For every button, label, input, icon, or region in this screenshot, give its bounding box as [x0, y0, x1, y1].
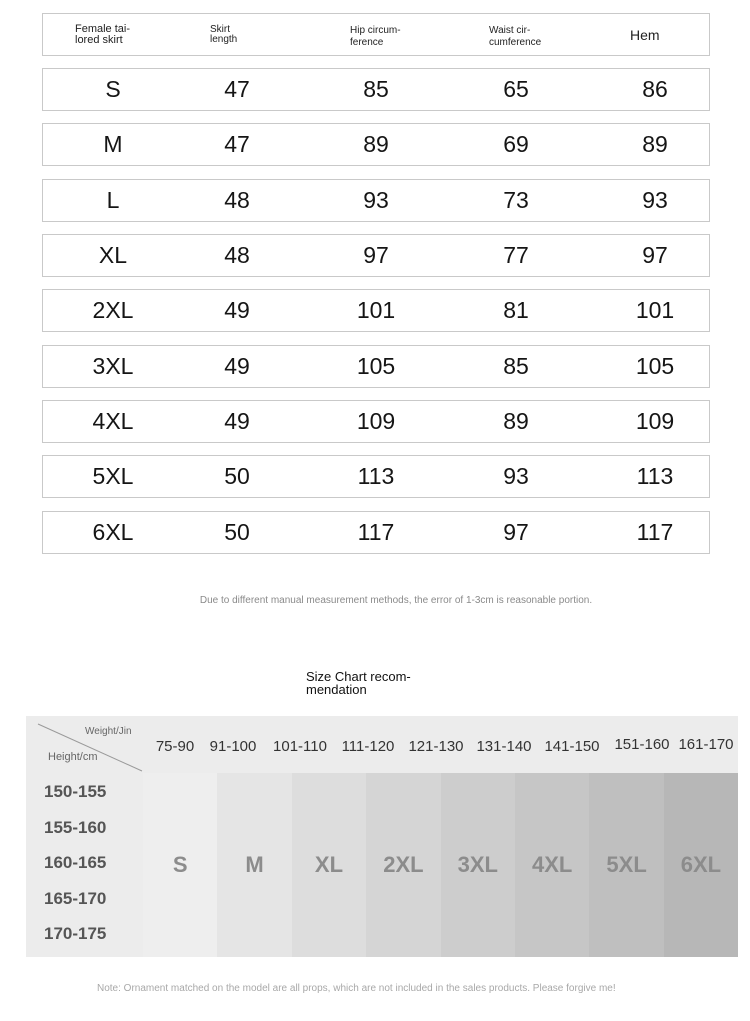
size-cell-waist: 73 — [503, 186, 529, 213]
size-cell-hem: 113 — [636, 463, 674, 490]
size-recommendation-chart — [26, 716, 738, 957]
size-cell-hem: 89 — [642, 131, 668, 158]
size-row — [42, 234, 710, 277]
size-band-m: M — [217, 773, 291, 957]
size-row — [42, 123, 710, 166]
size-cell-size: L — [106, 186, 120, 213]
size-band-4xl: 4XL — [515, 773, 589, 957]
weight-range: 161-170 — [678, 736, 734, 753]
size-cell-hip: 85 — [363, 76, 389, 102]
size-cell-hip: 97 — [363, 242, 389, 269]
weight-range: 111-120 — [341, 738, 395, 755]
size-cell-hip: 93 — [363, 186, 389, 213]
weight-range: 91-100 — [209, 738, 257, 755]
size-cell-length: 48 — [224, 242, 250, 269]
size-cell-length: 49 — [224, 297, 250, 324]
size-row — [42, 345, 710, 388]
size-band-3xl: 3XL — [441, 773, 515, 957]
size-cell-hip: 113 — [357, 463, 395, 490]
recommendation-title: Size Chart recom- mendation — [306, 669, 411, 697]
header-waist: Waist cir- cumference — [489, 25, 542, 48]
size-cell-size: 4XL — [92, 408, 134, 435]
size-cell-waist: 65 — [503, 76, 529, 102]
size-band-5xl: 5XL — [589, 773, 663, 957]
size-cell-length: 50 — [224, 518, 250, 545]
size-row — [42, 400, 710, 443]
size-cell-hip: 89 — [363, 131, 389, 158]
size-cell-hip: 101 — [356, 297, 396, 324]
weight-range: 141-150 — [544, 738, 600, 755]
size-cell-length: 48 — [224, 186, 250, 213]
size-cell-length: 47 — [224, 76, 250, 102]
size-cell-hem: 97 — [642, 242, 668, 269]
size-cell-size: M — [103, 131, 123, 158]
size-cell-hem: 93 — [642, 186, 668, 213]
size-cell-hem: 109 — [635, 408, 675, 435]
size-cell-waist: 81 — [503, 297, 529, 324]
height-axis-label: Height/cm — [48, 751, 98, 763]
height-range: 150-155 — [44, 782, 107, 801]
height-range: 160-165 — [44, 853, 107, 873]
weight-range: 101-110 — [273, 738, 327, 755]
size-band-2xl: 2XL — [366, 773, 440, 957]
size-row — [42, 289, 710, 332]
size-cell-length: 49 — [224, 352, 250, 379]
weight-range: 151-160 — [614, 736, 670, 753]
size-cell-size: 6XL — [92, 518, 134, 545]
weight-axis-label: Weight/Jin — [85, 726, 132, 737]
size-cell-waist: 85 — [503, 352, 529, 379]
size-row — [42, 68, 710, 111]
size-cell-hem: 105 — [635, 352, 675, 379]
height-range: 165-170 — [44, 888, 107, 908]
size-cell-length: 47 — [224, 131, 250, 158]
height-range: 155-160 — [44, 817, 107, 837]
size-row — [42, 179, 710, 222]
size-cell-size: 5XL — [92, 463, 134, 490]
header-skirt-length: Skirt length — [210, 24, 238, 45]
size-cell-size: XL — [98, 242, 128, 269]
size-cell-waist: 77 — [503, 242, 529, 269]
weight-range: 131-140 — [476, 738, 532, 755]
size-band-6xl: 6XL — [664, 773, 738, 957]
size-band-xl: XL — [292, 773, 366, 957]
size-cell-waist: 69 — [503, 131, 529, 158]
size-cell-hem: 86 — [642, 76, 668, 102]
size-table-header — [42, 13, 710, 56]
size-cell-size: S — [105, 76, 121, 102]
size-cell-length: 50 — [224, 463, 250, 490]
size-cell-hip: 117 — [357, 518, 395, 545]
size-cell-size: 3XL — [92, 352, 134, 379]
size-cell-size: 2XL — [92, 297, 134, 324]
props-disclaimer: Note: Ornament matched on the model are all props, which are not included in the sales products. Please forgive me! — [97, 983, 616, 994]
size-cell-hip: 105 — [356, 352, 396, 379]
size-band-s: S — [143, 773, 217, 957]
weight-range: 75-90 — [155, 738, 195, 755]
size-row — [42, 455, 710, 498]
size-cell-hip: 109 — [356, 408, 396, 435]
size-row — [42, 511, 710, 554]
size-cell-hem: 101 — [635, 297, 675, 324]
size-cell-waist: 93 — [503, 463, 529, 490]
measurement-note: Due to different manual measurement methods, the error of 1-3cm is reasonable portion. — [199, 595, 593, 606]
height-range: 170-175 — [44, 924, 107, 944]
size-cell-waist: 89 — [503, 408, 529, 435]
header-hem: Hem — [630, 27, 660, 43]
size-cell-waist: 97 — [503, 518, 529, 545]
size-cell-hem: 117 — [636, 518, 674, 545]
corner-diagonal — [26, 716, 146, 773]
size-cell-length: 49 — [224, 408, 250, 435]
header-size: Female tai- lored skirt — [75, 23, 131, 46]
weight-range: 121-130 — [408, 738, 464, 755]
header-hip: Hip circum- ference — [350, 25, 401, 48]
